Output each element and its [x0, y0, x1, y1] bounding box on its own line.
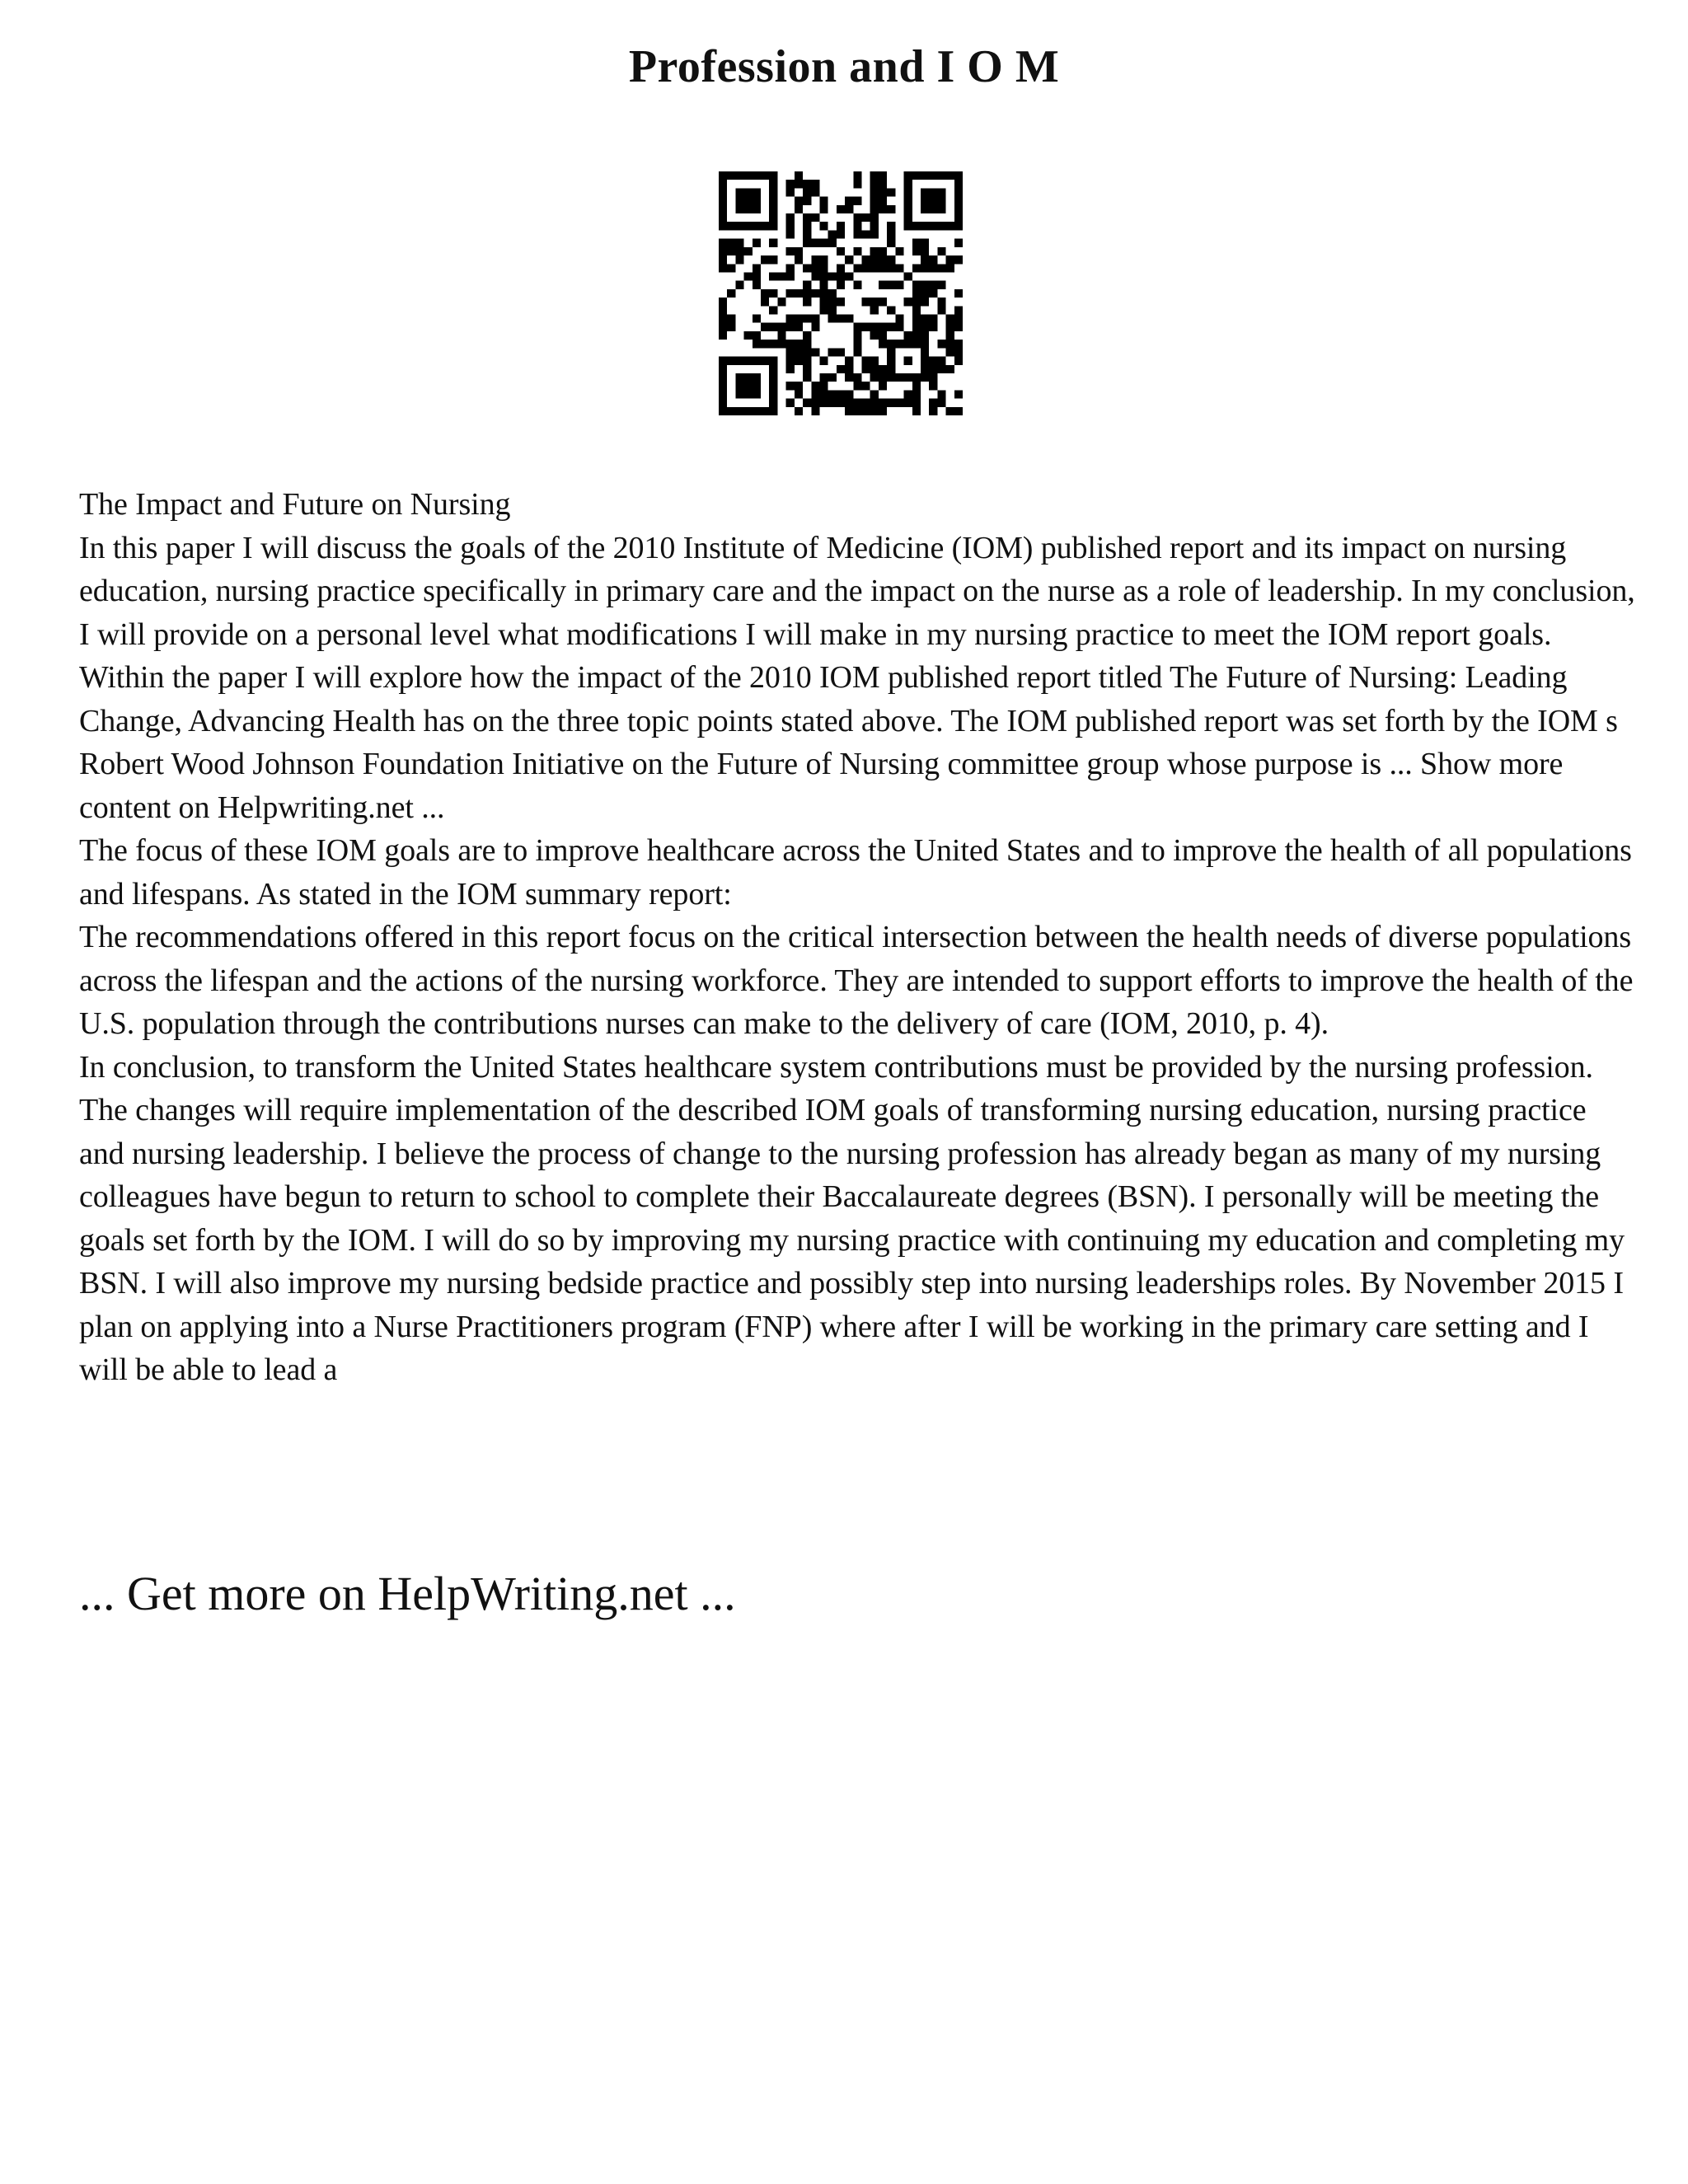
get-more-link[interactable]: ... Get more on HelpWriting.net ...: [79, 1567, 736, 1620]
article-paragraph: In this paper I will discuss the goals of the 2010 Institute of Medicine (IOM) published report and its impact on nursing education, nursing practice specifically in primary care and the impact on the nurse as a role of leadership. In my conclusion, I will provide on a personal level what modifications I will make in my nursing practice to meet the IOM report goals. Within the paper I will explore how the impact of the 2010 IOM published report titled The Future of Nursing: Leading Change, Advancing Health has on the three topic points stated above. The IOM published report was set forth by the IOM s Robert Wood Johnson Foundation Initiative on the Future of Nursing committee group whose purpose is ... Show more content on Helpwriting.net ...: [79, 530, 1635, 825]
article-paragraph: In conclusion, to transform the United States healthcare system contributions must be provided by the nursing profession. The changes will require implementation of the described IOM goals of transforming nursing education, nursing practice and nursing leadership. I believe the process of change to the nursing profession has already began as many of my nursing colleagues have begun to return to school to complete their Baccalaureate degrees (BSN). I personally will be meeting the goals set forth by the IOM. I will do so by improving my nursing practice with continuing my education and completing my BSN. I will also improve my nursing bedside practice and possibly step into nursing leaderships roles. By November 2015 I plan on applying into a Nurse Practitioners program (FNP) where after I will be working in the primary care setting and I will be able to lead a: [79, 1049, 1625, 1387]
article-subtitle: The Impact and Future on Nursing: [79, 487, 511, 522]
page-title: Profession and I O M: [628, 41, 1060, 92]
article-body: [79, 483, 1637, 1392]
article-quote: The recommendations offered in this report focus on the critical intersection between the health needs of diverse populations across the lifespan and the actions of the nursing workforce. They are intended to support efforts to improve the health of the U.S. population through the contributions nurses can make to the delivery of care (IOM, 2010, p. 4).: [79, 920, 1634, 1041]
qr-code-icon: [719, 171, 963, 415]
article-paragraph: The focus of these IOM goals are to improve healthcare across the United States and to improve the health of all populations and lifespans. As stated in the IOM summary report:: [79, 833, 1632, 912]
